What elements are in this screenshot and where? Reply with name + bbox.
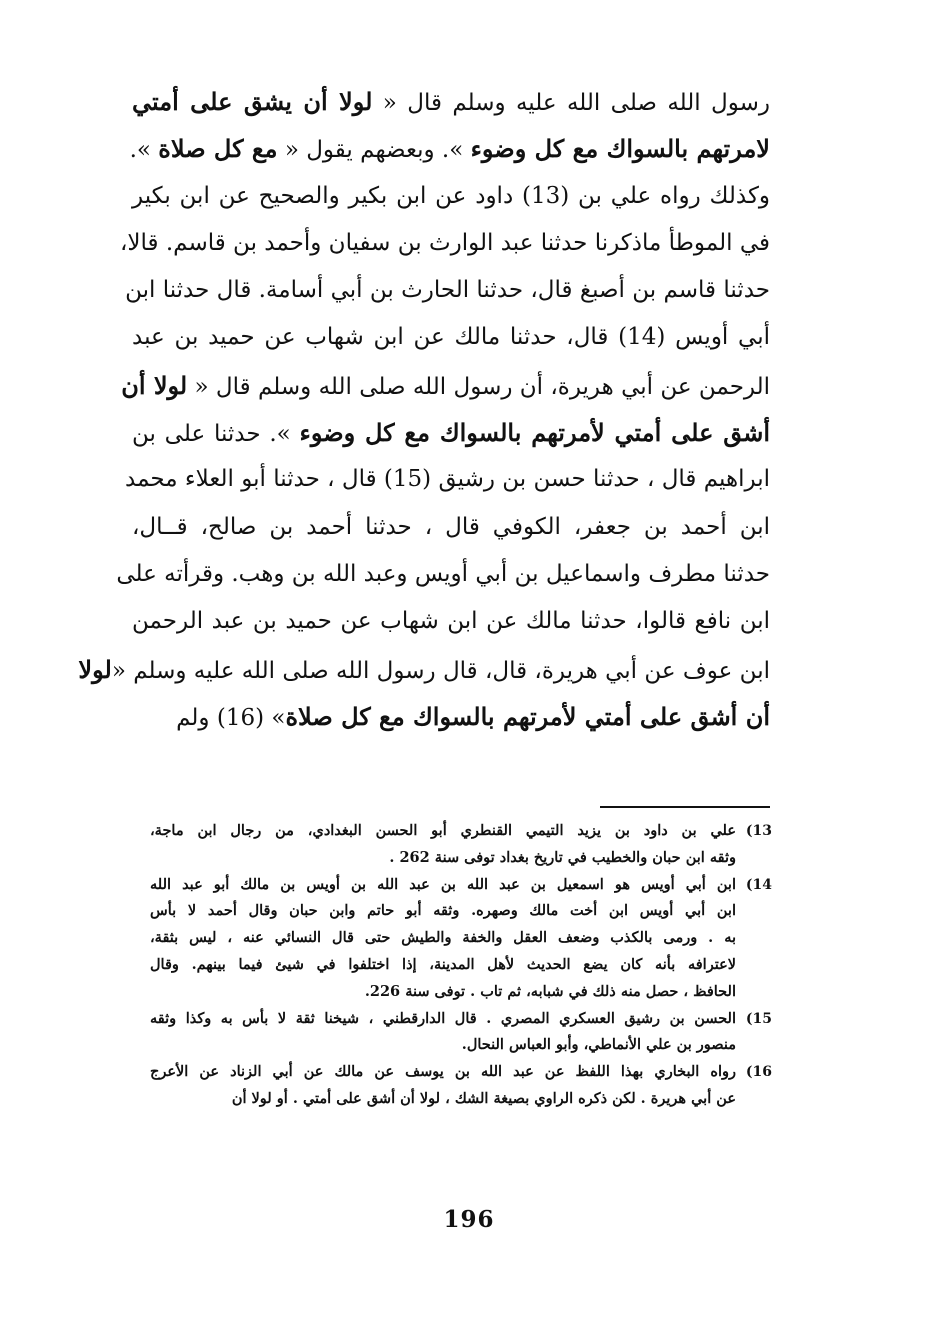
- body-line: [121, 362, 770, 409]
- body-line: [132, 504, 770, 551]
- body-line: [132, 693, 770, 740]
- footnote-line: علي بن داود بن يزيد التيمي القنطري أبو الحسن البغدادي، من رجال ابن ماجة،: [150, 822, 736, 839]
- body-line: [120, 220, 770, 267]
- body-line: [78, 646, 770, 693]
- footnote-body: [150, 1006, 736, 1060]
- narration-text: ».: [129, 137, 159, 164]
- footnote-line: ابن أبي أويس ابن أخت مالك وصهره. وثقه أبو حاتم وابن حبان وقال أحمد لا بأس: [150, 902, 736, 920]
- body-line: [132, 409, 770, 456]
- footnote-line: به . ورمى بالكذب وضعف العقل والخفة والطيش حتى قال النسائي عنه ، ليس بثقة،: [150, 929, 736, 947]
- footnote-body: [150, 872, 736, 1006]
- footnote-line: رواه البخاري بهذا اللفظ عن عبد الله بن يوسف عن مالك عن أبي الزناد عن الأعرج: [150, 1063, 736, 1081]
- hadith-quote-text: لولا: [78, 654, 112, 684]
- narration-text: حدثنا مطرف واسماعيل بن أبي أويس وعبد الله بن وهب. وقرأته على: [116, 560, 770, 587]
- hadith-quote-text: أشق على أمتي لأمرتهم بالسواك مع كل وضوء: [299, 418, 771, 448]
- narration-text: ابن عوف عن أبي هريرة، قال، قال رسول الله صلى الله عليه وسلم «: [111, 657, 770, 684]
- narration-text: ابن نافع قالوا، حدثنا مالك عن ابن شهاب عن حميد بن عبد الرحمن: [132, 608, 770, 635]
- narration-text: ». وبعضهم يقول «: [277, 137, 471, 164]
- footnote-body: [150, 818, 736, 872]
- narration-text: ابن أحمد بن جعفر، الكوفي قال ، حدثنا أحمد بن صالح، قــال،: [132, 513, 770, 540]
- footnote: [150, 1059, 772, 1113]
- page-number: 196: [443, 1206, 495, 1233]
- narration-text: ». حدثنا على بن: [132, 421, 300, 448]
- hadith-quote-text: مع كل صلاة: [158, 134, 278, 164]
- body-line: [132, 78, 770, 125]
- hadith-quote-text: أن أشق على أمتي لأمرتهم بالسواك مع كل صلاة: [285, 701, 770, 731]
- footnote-line: لاعترافه بأنه كان يضع الحديث لأهل المدينة، إذا اختلفوا في شيئ فيما بينهم. وقال: [150, 955, 736, 973]
- footnote-number: 16): [745, 1064, 772, 1081]
- narration-text: حدثنا قاسم بن أصبغ قال، حدثنا الحارث بن أبي أسامة. قال حدثنا ابن: [125, 277, 770, 304]
- body-line: [125, 456, 770, 503]
- footnote-line: الحافظ ، حصل منه ذلك في شبابه، ثم تاب . توفى سنة 226.: [364, 982, 736, 1000]
- narration-text: وكذلك رواه علي بن (13) داود عن ابن بكير والصحيح عن ابن بكير: [132, 182, 771, 209]
- narration-text: ابراهيم قال ، حدثنا حسن بن رشيق (15) قال ، حدثنا أبو العلاء محمد: [125, 466, 770, 493]
- narration-text: أبي أويس (14) قال، حدثنا مالك عن ابن شهاب عن حميد بن عبد: [132, 324, 770, 351]
- body-line: [132, 314, 770, 361]
- footnote: [150, 818, 772, 872]
- narration-text: في الموطأ ماذكرنا حدثنا عبد الوارث بن سفيان وأحمد بن قاسم. قالا،: [120, 229, 770, 256]
- footnote: [150, 1006, 772, 1060]
- footnote-number: 13): [745, 823, 772, 839]
- narration-text: » (16) ولم: [176, 704, 286, 731]
- footnote: [150, 872, 772, 1006]
- hadith-quote-text: لولا أن: [121, 370, 188, 400]
- footnote-line: وثقه ابن حبان والخطيب في تاريخ بغداد توفى سنة 262 .: [389, 848, 736, 866]
- narration-text: رسول الله صلى الله عليه وسلم قال «: [372, 90, 770, 116]
- body-line: [125, 267, 770, 314]
- footnote-line: عن أبي هريرة . لكن ذكره الراوي بصيغة الشك ، لولا أن أشق على أمتي . أو لولا أن: [231, 1089, 736, 1107]
- body-line: [129, 125, 770, 172]
- body-line: [116, 551, 770, 598]
- footnote-body: [150, 1059, 736, 1113]
- footnote-line: الحسن بن رشيق العسكري المصري . قال الدارقطني ، شيخنا ثقة لا بأس به وكذا وثقه: [150, 1009, 736, 1027]
- body-line: [132, 173, 770, 220]
- hadith-quote-text: لامرتهم بالسواك مع كل وضوء: [470, 134, 770, 164]
- footnote-number: 14): [745, 876, 772, 893]
- footnote-separator: [600, 806, 770, 808]
- body-line: [132, 598, 770, 645]
- main-body-text: [78, 78, 771, 740]
- narration-text: الرحمن عن أبي هريرة، أن رسول الله صلى الله وسلم قال «: [187, 373, 770, 400]
- footnotes-section: [150, 818, 772, 1113]
- footnote-number: 15): [745, 1010, 772, 1027]
- footnote-line: ابن أبي أويس هو اسمعيل بن عبد الله بن عبد الله بن أويس بن مالك أبو عبد الله: [150, 875, 736, 893]
- footnote-line: منصور بن علي الأنماطي، وأبو العباس النحال.: [461, 1036, 736, 1054]
- hadith-quote-text: لولا أن يشق على أمتي: [132, 87, 373, 116]
